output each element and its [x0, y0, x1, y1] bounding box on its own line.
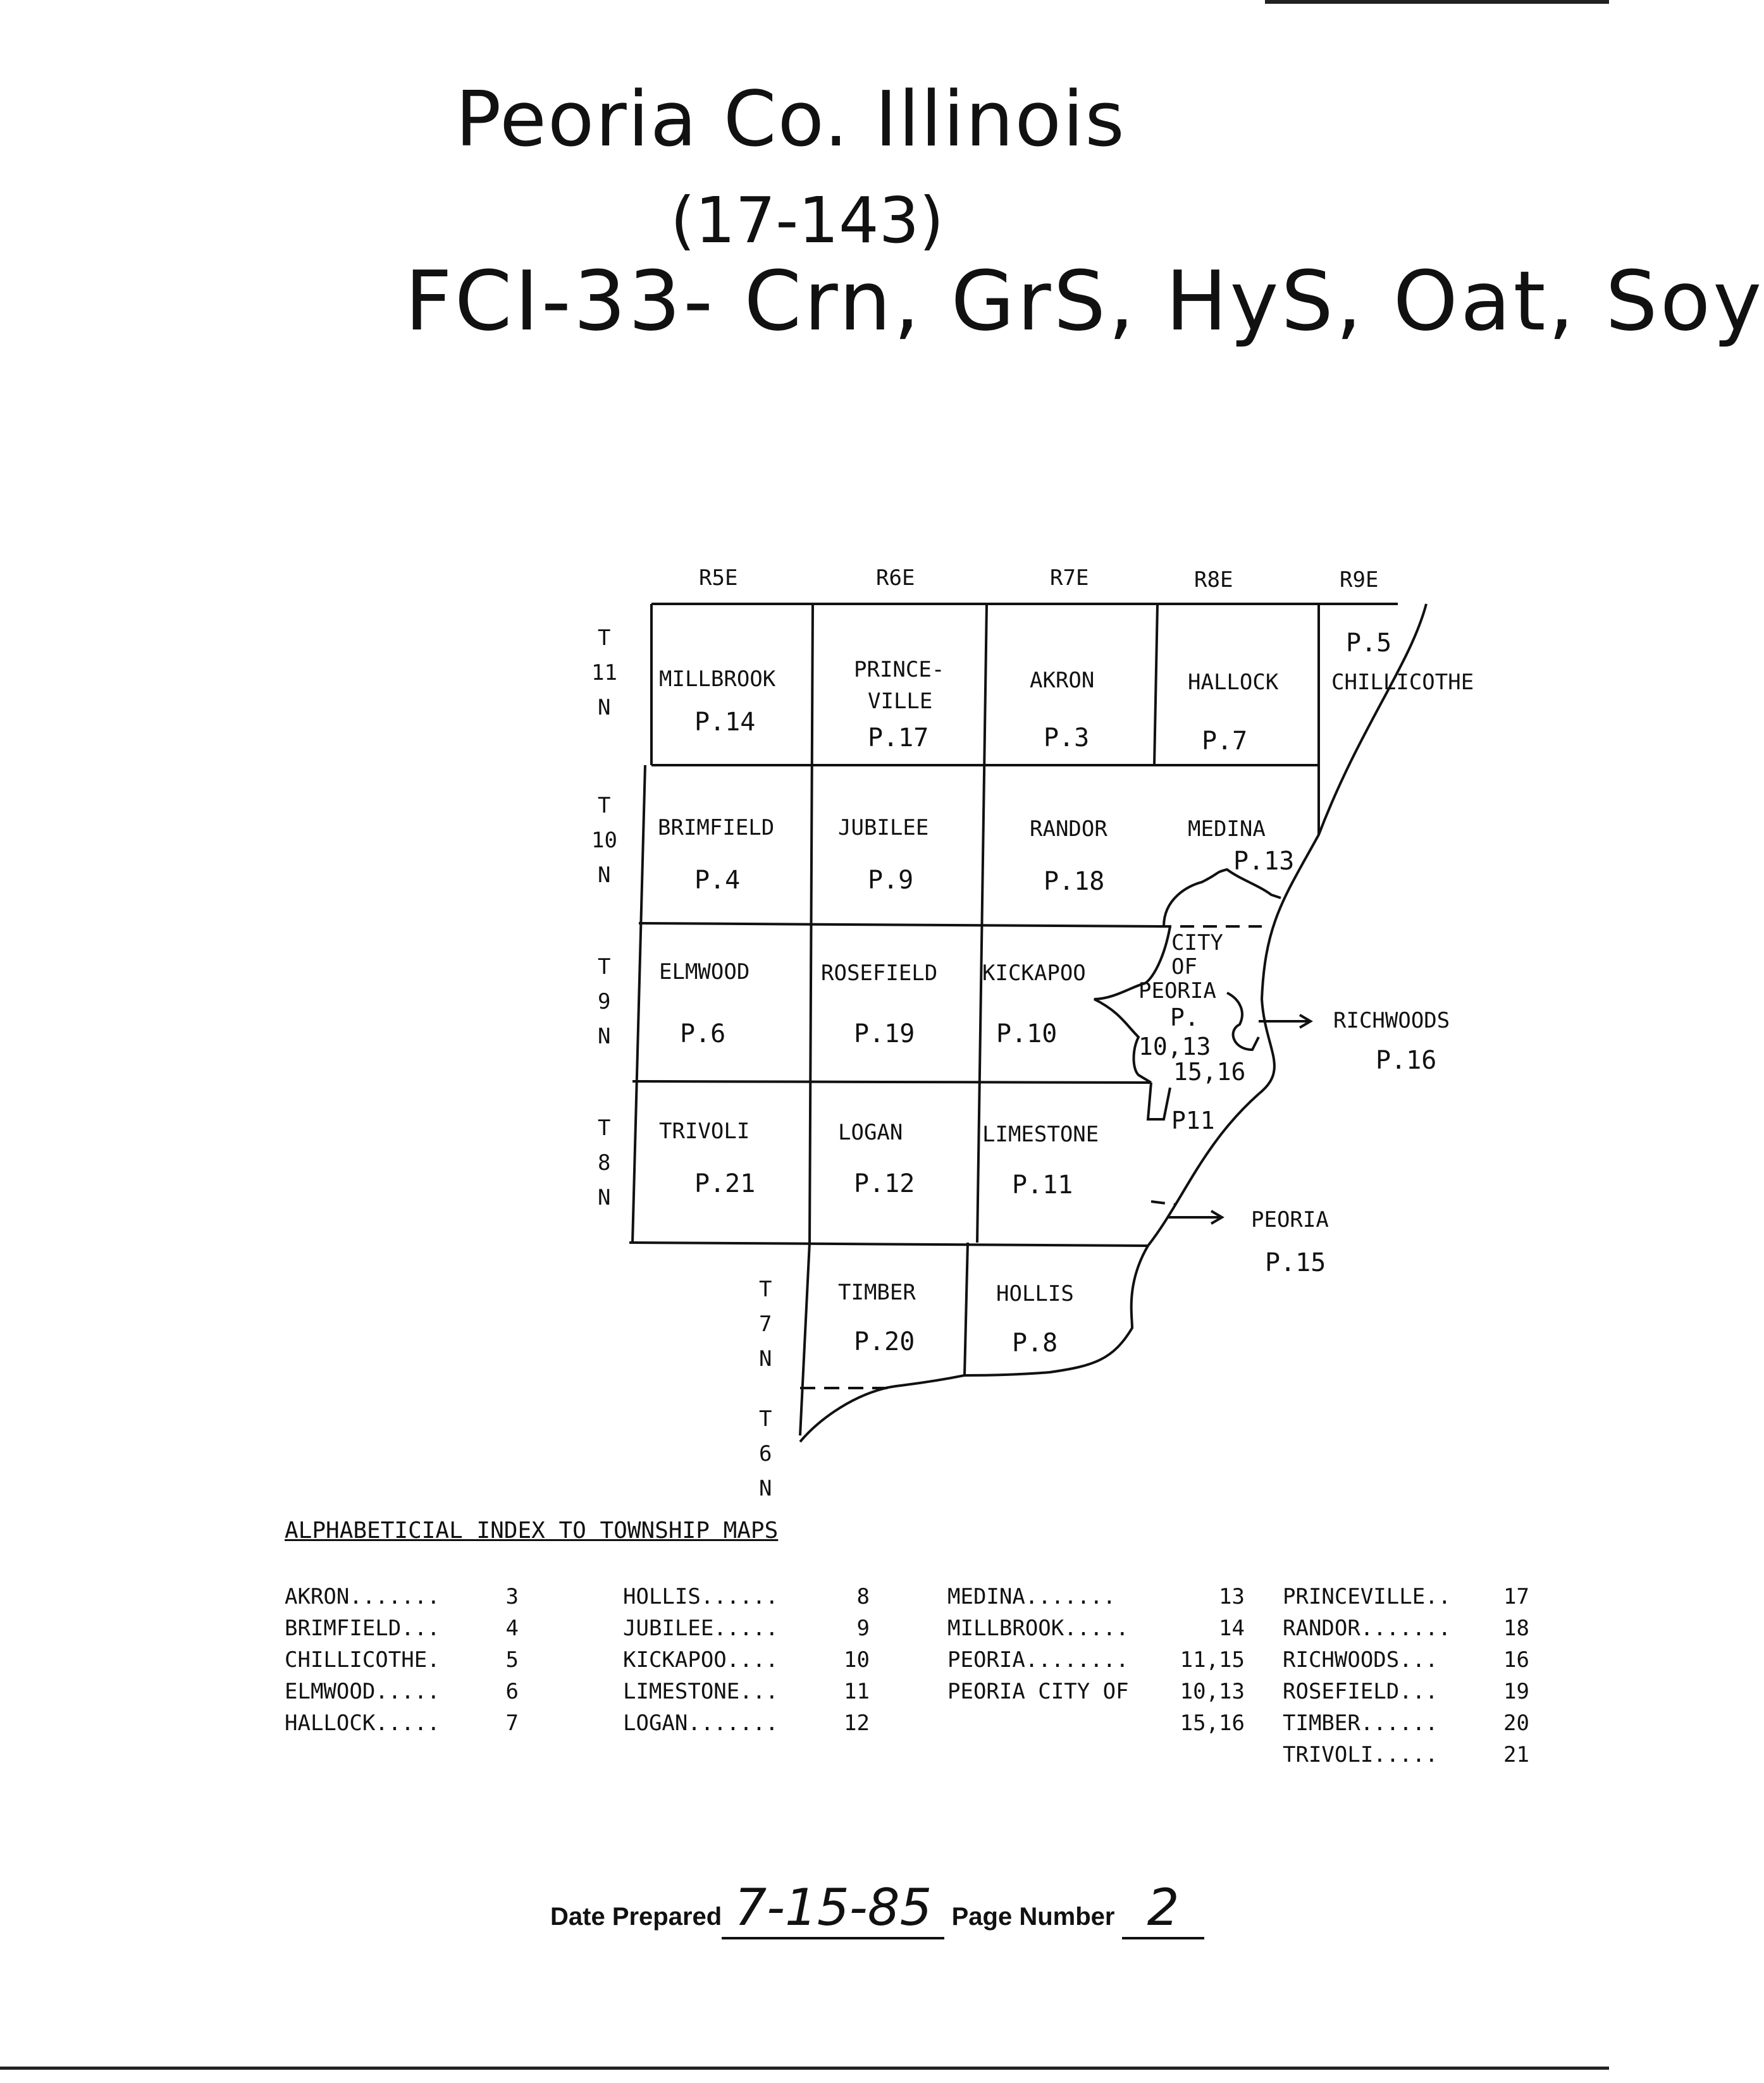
cell-name-akron: AKRON	[1030, 668, 1095, 693]
index-township-name: AKRON.......	[285, 1584, 440, 1609]
cell-name-timber: TIMBER	[838, 1280, 916, 1305]
page-number-value: 2	[1122, 1878, 1205, 1939]
index-township-name: TIMBER......	[1283, 1711, 1438, 1736]
index-page-number: 9	[856, 1616, 870, 1641]
cell-name-elmwood: ELMWOOD	[659, 959, 750, 985]
cell-name-trivoli: TRIVOLI	[659, 1119, 750, 1144]
cell-page: P.10	[996, 1019, 1058, 1048]
index-page-number: 10	[844, 1647, 870, 1673]
cell-name-princeville-2: VILLE	[868, 689, 933, 714]
index-row	[623, 1707, 870, 1739]
cell-name-kickapoo: KICKAPOO	[982, 961, 1086, 986]
index-page-number: 16	[1503, 1647, 1529, 1673]
footer	[550, 1878, 1204, 1939]
index-township-name: ROSEFIELD...	[1283, 1679, 1438, 1704]
cell-page: P.17	[868, 723, 929, 753]
page-number-label: Page Number	[951, 1903, 1115, 1931]
township-labels	[591, 625, 775, 1501]
cell-page: P.4	[694, 866, 741, 895]
index-page-number: 5	[505, 1647, 519, 1673]
index-row	[1283, 1739, 1529, 1771]
cell-page: P.8	[1012, 1329, 1058, 1358]
index-row	[285, 1581, 519, 1613]
index-township-name: MILLBROOK.....	[947, 1616, 1129, 1641]
township-letter: N	[759, 1346, 772, 1372]
index-page-number: 20	[1503, 1711, 1529, 1736]
crop-list: FCI-33- Crn, GrS, HyS, Oat, Soy	[405, 253, 1764, 349]
city-label: 15,16	[1173, 1058, 1246, 1086]
cell-name-brimfield: BRIMFIELD	[658, 815, 775, 840]
township-letter: N	[598, 1185, 611, 1210]
cell-name-princeville: PRINCE-	[854, 657, 945, 682]
index-township-name: HOLLIS......	[623, 1584, 779, 1609]
range-label: R5E	[699, 565, 738, 591]
index-page-number: 17	[1503, 1584, 1529, 1609]
city-label: 10,13	[1138, 1033, 1211, 1060]
peoria-page: P.15	[1265, 1248, 1326, 1277]
peoria-label: PEORIA	[1251, 1207, 1329, 1232]
index-row	[947, 1644, 1245, 1676]
cell-name-chillicothe: CHILLICOTHE	[1331, 670, 1474, 695]
date-label: Date Prepared	[550, 1903, 722, 1931]
cell-page: P.6	[680, 1019, 726, 1048]
index-row	[1283, 1676, 1529, 1707]
range-label: R8E	[1194, 567, 1233, 593]
index-township-name: MEDINA.......	[947, 1584, 1116, 1609]
index-township-name	[947, 1707, 1169, 1739]
township-number: 10	[591, 828, 617, 853]
city-of-peoria-label	[1138, 930, 1245, 1134]
index-row	[285, 1676, 519, 1707]
index-township-name: TRIVOLI.....	[1283, 1742, 1438, 1767]
city-label: P11	[1171, 1107, 1215, 1134]
cell-page: P.5	[1346, 629, 1392, 658]
cell-name-millbrook: MILLBROOK	[659, 667, 776, 692]
index-page-number: 4	[505, 1616, 519, 1641]
range-label: R9E	[1340, 567, 1379, 593]
index-row	[1283, 1644, 1529, 1676]
cell-name-logan: LOGAN	[838, 1120, 903, 1145]
cell-name-limestone: LIMESTONE	[982, 1122, 1099, 1147]
index-page-number: 7	[505, 1711, 519, 1736]
index-township-name: RANDOR.......	[1283, 1616, 1452, 1641]
index-page-number: 21	[1503, 1742, 1529, 1767]
township-letter: N	[598, 1024, 611, 1049]
cell-page: P.13	[1233, 847, 1295, 876]
cell-page: P.9	[868, 866, 914, 895]
index-column	[947, 1581, 1245, 1739]
index-page-number: 6	[505, 1679, 519, 1704]
city-label: P.	[1170, 1004, 1199, 1031]
index-township-name: ELMWOOD.....	[285, 1679, 440, 1704]
range-label: R6E	[876, 565, 915, 591]
index-page-number: 19	[1503, 1679, 1529, 1704]
index-row	[285, 1644, 519, 1676]
cell-name-jubilee: JUBILEE	[838, 815, 929, 840]
index-page-number: 15,16	[1180, 1711, 1245, 1736]
index-township-name: BRIMFIELD...	[285, 1616, 440, 1641]
index-page-number: 11,15	[1180, 1647, 1245, 1673]
index-row	[623, 1676, 870, 1707]
index-page-number: 8	[856, 1584, 870, 1609]
cell-name-hallock: HALLOCK	[1188, 670, 1279, 695]
township-number: 7	[759, 1312, 772, 1337]
index-row	[1283, 1613, 1529, 1644]
index-row	[623, 1581, 870, 1613]
index-row	[285, 1613, 519, 1644]
index-title: ALPHABETICIAL INDEX TO TOWNSHIP MAPS	[285, 1518, 779, 1544]
index-row	[947, 1613, 1245, 1644]
county-code: (17-143)	[670, 183, 944, 257]
range-label: R7E	[1050, 565, 1089, 591]
cell-name-hollis: HOLLIS	[996, 1281, 1074, 1306]
date-value: 7-15-85	[722, 1878, 944, 1939]
index-township-name: RICHWOODS...	[1283, 1647, 1438, 1673]
index-row	[1283, 1581, 1529, 1613]
cell-name-rosefield: ROSEFIELD	[821, 961, 938, 986]
richwoods-page: P.16	[1376, 1046, 1437, 1075]
index-township-name: PRINCEVILLE..	[1283, 1584, 1452, 1609]
township-letter: N	[598, 695, 611, 720]
index-township-name: LOGAN.......	[623, 1711, 779, 1736]
index-page-number: 3	[505, 1584, 519, 1609]
index-page-number: 13	[1219, 1584, 1245, 1609]
township-letter: T	[598, 1115, 611, 1141]
cell-page: P.18	[1044, 867, 1105, 896]
richwoods-label: RICHWOODS	[1333, 1008, 1450, 1033]
index-township-name: HALLOCK.....	[285, 1711, 440, 1736]
index-row	[947, 1676, 1245, 1707]
township-letter: T	[598, 793, 611, 818]
cell-page: P.19	[854, 1019, 915, 1048]
township-number: 6	[759, 1441, 772, 1466]
index-page-number: 11	[844, 1679, 870, 1704]
city-label: CITY	[1171, 930, 1223, 955]
township-number: 11	[591, 660, 617, 685]
index-page-number: 12	[844, 1711, 870, 1736]
index-township-name: LIMESTONE...	[623, 1679, 779, 1704]
index-row	[285, 1707, 519, 1739]
city-label: PEORIA	[1138, 978, 1216, 1004]
index-column	[285, 1581, 519, 1739]
township-letter: N	[759, 1476, 772, 1501]
index-page-number: 18	[1503, 1616, 1529, 1641]
index-row	[947, 1581, 1245, 1613]
index-column	[1283, 1581, 1529, 1771]
index-row	[1283, 1707, 1529, 1739]
township-letter: N	[598, 863, 611, 888]
index-row	[623, 1613, 870, 1644]
township-number: 8	[598, 1150, 611, 1176]
county-title: Peoria Co. Illinois	[455, 76, 1126, 164]
township-letter: T	[598, 954, 611, 980]
bottom-edge-line	[0, 2067, 1609, 2070]
cell-name-medina: MEDINA	[1188, 816, 1266, 842]
index-page-number: 10,13	[1180, 1679, 1245, 1704]
index-township-name: KICKAPOO....	[623, 1647, 779, 1673]
township-number: 9	[598, 989, 611, 1014]
cell-page: P.20	[854, 1327, 915, 1356]
index-row	[623, 1644, 870, 1676]
cell-page: P.14	[694, 708, 756, 737]
township-letter: T	[759, 1406, 772, 1432]
index-township-name: JUBILEE.....	[623, 1616, 779, 1641]
cell-page: P.21	[694, 1169, 756, 1198]
index-township-name: CHILLICOTHE.	[285, 1647, 440, 1673]
township-letter: T	[759, 1277, 772, 1302]
cell-name-randor: RANDOR	[1030, 816, 1107, 842]
index-township-name: PEORIA CITY OF	[947, 1679, 1129, 1704]
cell-page: P.7	[1202, 727, 1248, 756]
index-row	[947, 1707, 1245, 1739]
cell-page: P.11	[1012, 1171, 1073, 1200]
township-cells	[658, 629, 1474, 1358]
city-label: OF	[1171, 954, 1197, 980]
index-page-number: 14	[1219, 1616, 1245, 1641]
cell-page: P.3	[1044, 723, 1090, 753]
index-township-name: PEORIA........	[947, 1647, 1129, 1673]
cell-page: P.12	[854, 1169, 915, 1198]
index-column	[623, 1581, 870, 1739]
township-letter: T	[598, 625, 611, 651]
